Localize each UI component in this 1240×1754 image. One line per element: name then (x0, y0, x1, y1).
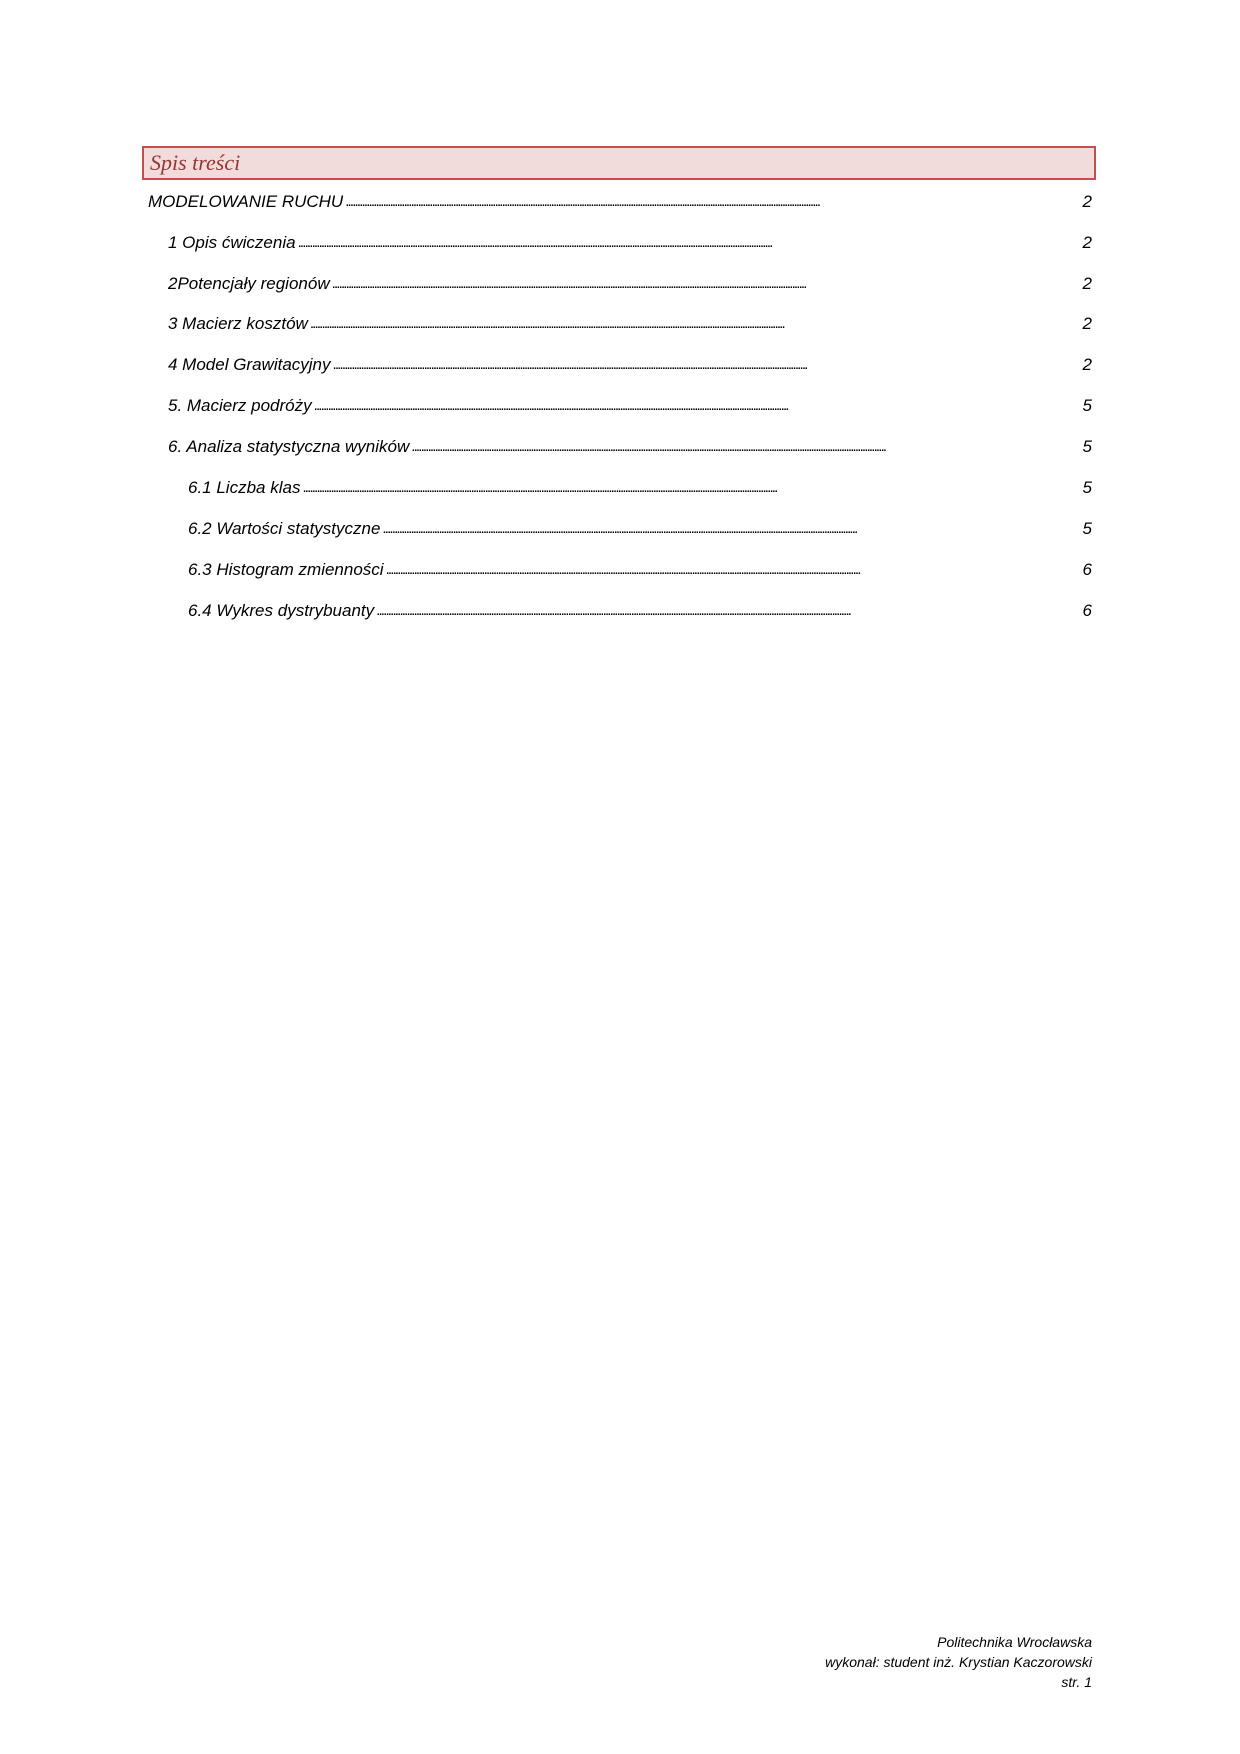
toc-entry-label: 6.2 Wartości statystyczne (188, 519, 381, 538)
toc-dot-leader (386, 559, 1079, 580)
toc-entry-page: 2 (1082, 274, 1092, 293)
toc-dot-leader (302, 477, 1078, 498)
toc-entry-label: 2Potencjały regionów (168, 274, 330, 293)
toc-entry-page: 2 (1082, 192, 1092, 211)
toc-entry-macierz-kosztow[interactable] (168, 304, 1092, 334)
toc-entry-page: 5 (1082, 437, 1092, 456)
toc-entry-macierz-podrozy[interactable] (168, 386, 1092, 416)
toc-dot-leader (333, 354, 1079, 375)
toc-entry-label: 6.3 Histogram zmienności (188, 560, 384, 579)
toc-entry-histogram-zmiennosci[interactable] (188, 550, 1092, 580)
toc-entry-liczba-klas[interactable] (188, 468, 1092, 498)
toc-entry-page: 5 (1082, 519, 1092, 538)
toc-entry-page: 5 (1082, 478, 1092, 497)
toc-entry-label: MODELOWANIE RUCHU (148, 192, 344, 211)
toc-dot-leader (332, 273, 1079, 294)
toc-heading-box (142, 146, 1096, 180)
toc-dot-leader (382, 518, 1078, 539)
toc-entry-label: 6.4 Wykres dystrybuanty (188, 601, 375, 620)
toc-entry-label: 6. Analiza statystyczna wyników (168, 437, 410, 456)
toc-entry-label: 4 Model Grawitacyjny (168, 355, 331, 374)
toc-entry-label: 1 Opis ćwiczenia (168, 233, 296, 252)
page-footer (825, 1632, 1092, 1692)
toc-dot-leader (310, 313, 1079, 334)
footer-page-number: str. 1 (1061, 1674, 1092, 1690)
toc-heading: Spis treści (150, 150, 241, 175)
toc-entry-page: 2 (1082, 233, 1092, 252)
toc-entry-page: 5 (1082, 396, 1092, 415)
toc-entry-label: 3 Macierz kosztów (168, 314, 308, 333)
toc-entry-potencjaly-regionow[interactable] (168, 264, 1092, 294)
toc-dot-leader (314, 395, 1079, 416)
toc-entry-modelowanie-ruchu[interactable] (148, 182, 1092, 212)
toc-entry-wykres-dystrybuanty[interactable] (188, 591, 1092, 621)
toc-entry-opis-cwiczenia[interactable] (168, 223, 1092, 253)
toc-entry-page: 6 (1082, 601, 1092, 620)
toc-entry-label: 5. Macierz podróży (168, 396, 312, 415)
toc-dot-leader (345, 191, 1078, 212)
footer-author: wykonał: student inż. Krystian Kaczorowski (825, 1654, 1092, 1670)
toc-dot-leader (376, 600, 1078, 621)
toc-entry-page: 2 (1082, 314, 1092, 333)
footer-institution: Politechnika Wrocławska (937, 1634, 1092, 1650)
toc-entry-analiza-statystyczna[interactable] (168, 427, 1092, 457)
toc-entry-model-grawitacyjny[interactable] (168, 345, 1092, 375)
toc-entry-wartosci-statystyczne[interactable] (188, 509, 1092, 539)
toc-entry-page: 2 (1082, 355, 1092, 374)
toc-dot-leader (411, 436, 1078, 457)
toc-dot-leader (298, 232, 1079, 253)
toc-entry-page: 6 (1082, 560, 1092, 579)
toc-entry-label: 6.1 Liczba klas (188, 478, 301, 497)
